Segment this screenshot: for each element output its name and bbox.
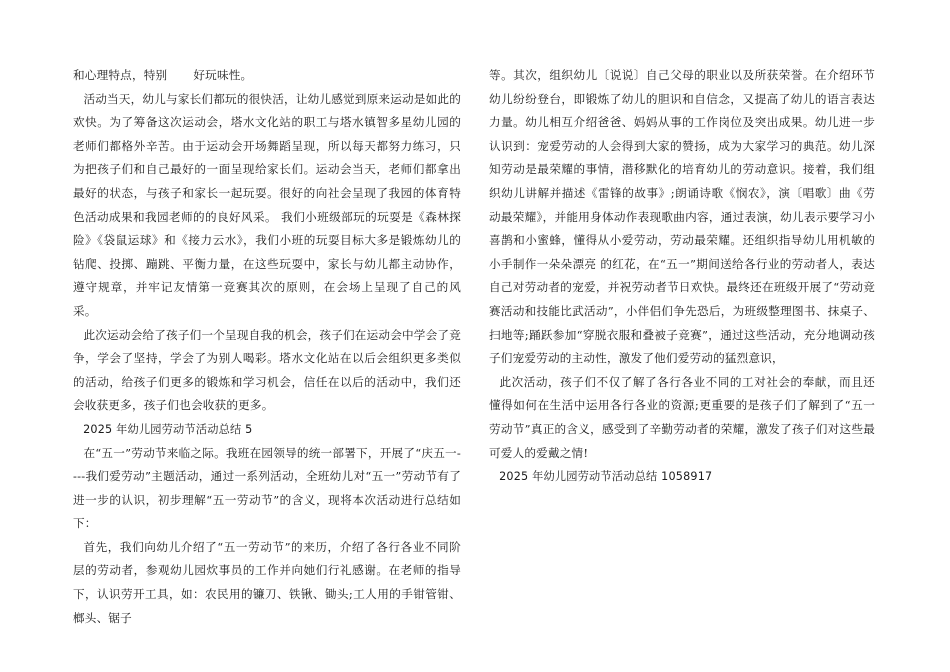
left-column xyxy=(73,64,461,630)
paragraph-labor-day-intro: 在“五一”劳动节来临之际。我班在园领导的统一部署下，开展了“庆五一----我们爱劳动”主题活动，通过一系列活动，全班幼儿对“五一”劳动节有了进一步的认识，初步理解“五一劳动节”的含义，现将本次活动进行总结如下： xyxy=(73,445,461,531)
paragraph-continuation-end: 好玩味性。 xyxy=(193,68,253,82)
paragraph-second-activity: 等。其次，组织幼儿〔说说〕自己父母的职业以及所获荣誉。在介绍环节幼儿纷纷登台，即锻炼了幼儿的胆识和自信念，又提高了幼儿的语言表达力量。幼儿相互介绍爸爸、妈妈从事的工作岗位及突出成果。幼儿进一步认识到：宠爱劳动的人会得到大家的赞扬，成为大家学习的典范。幼儿深知劳动是最荣耀的事情，潜移默化的培育幼儿的劳动意识。接着，我们组织幼儿讲解并描述《雷锋的故事》;朗诵诗歌《悯农》，演〔唱歌〕曲《劳动最荣耀》，并能用身体动作表现歌曲内容，通过表演，幼儿表示要学习小喜鹊和小蜜蜂，懂得从小爱劳动，劳动最荣耀。还组织指导幼儿用机敏的小手制作一朵朵漂亮 的红花，在“五一”期间送给各行业的劳动者人，表达自己对劳动者的宠爱，并祝劳动者节日欢快。最终还在班级开展了“劳动竞赛活动和技能比武活动”，小伴侣们争先恐后，为班级整理图书、抹桌子、扫地等;踊跃参加“穿脱衣服和叠被子竞赛”，通过这些活动，充分地调动孩子们宠爱劳动的主动性，激发了他们爱劳动的猛烈意识， xyxy=(489,68,875,366)
right-column xyxy=(489,64,875,489)
paragraph-activity-conclusion: 此次活动，孩子们不仅了解了各行各业不同的工对社会的奉献，而且还懂得如何在生活中运用各行各业的资源;更重要的是孩子们了解到了“五一劳动节”真正的含义，感受到了辛勤劳动者的荣耀，激发了孩子们对这些最可爱人的爱戴之情! xyxy=(489,374,875,460)
section-heading-1058917: 2025 年幼儿园劳动节活动总结 1058917 xyxy=(499,470,713,484)
paragraph-continuation-start: 和心理特点，特别 xyxy=(73,68,168,82)
paragraph-first-activity: 首先，我们向幼儿介绍了“五一劳动节”的来历，介绍了各行各业不同阶层的劳动者，参观幼儿园炊事员的工作并向她们行礼感谢。在老师的指导下，认识劳开工具，如：农民用的镰刀、铁锹、锄头;工人用的手钳管钳、榔头、锯子 xyxy=(73,539,461,625)
section-heading-5: 2025 年幼儿园劳动节活动总结 5 xyxy=(83,422,253,436)
paragraph-continuation xyxy=(73,64,461,88)
paragraph-sports-summary: 此次运动会给了孩子们一个呈现自我的机会，孩子们在运动会中学会了竞争，学会了坚持，学会了为别人喝彩。塔水文化站在以后会组织更多类似的活动，给孩子们更多的锻炼和学习机会，信任在以后的活动中，我们还会收获更多，孩子们也会收获的更多。 xyxy=(73,327,461,413)
paragraph-sports-day: 活动当天，幼儿与家长们都玩的很快活，让幼儿感觉到原来运动是如此的欢快。为了筹备这次运动会，塔水文化站的职工与塔水镇智多星幼儿园的老师们都格外辛苦。由于运动会开场舞蹈呈现，所以每天都努力练习，只为把孩子们和自己最好的一面呈现给家长们。运动会当天，老师们都拿出最好的状态，与孩子和家长一起玩耍。很好的向社会呈现了我园的体育特色活动成果和我园老师的的良好风采。 我们小班级部玩的玩耍是《森林探险》《袋鼠运球》和《接力云水》，我们小班的玩耍目标大多是锻炼幼儿的钻爬、投掷、蹦跳、平衡力量，在这些玩耍中，家长与幼儿都主动协作，遵守规章，并牢记友情第一竞赛其次的原则，在会场上呈现了自己的风采。 xyxy=(73,91,461,318)
